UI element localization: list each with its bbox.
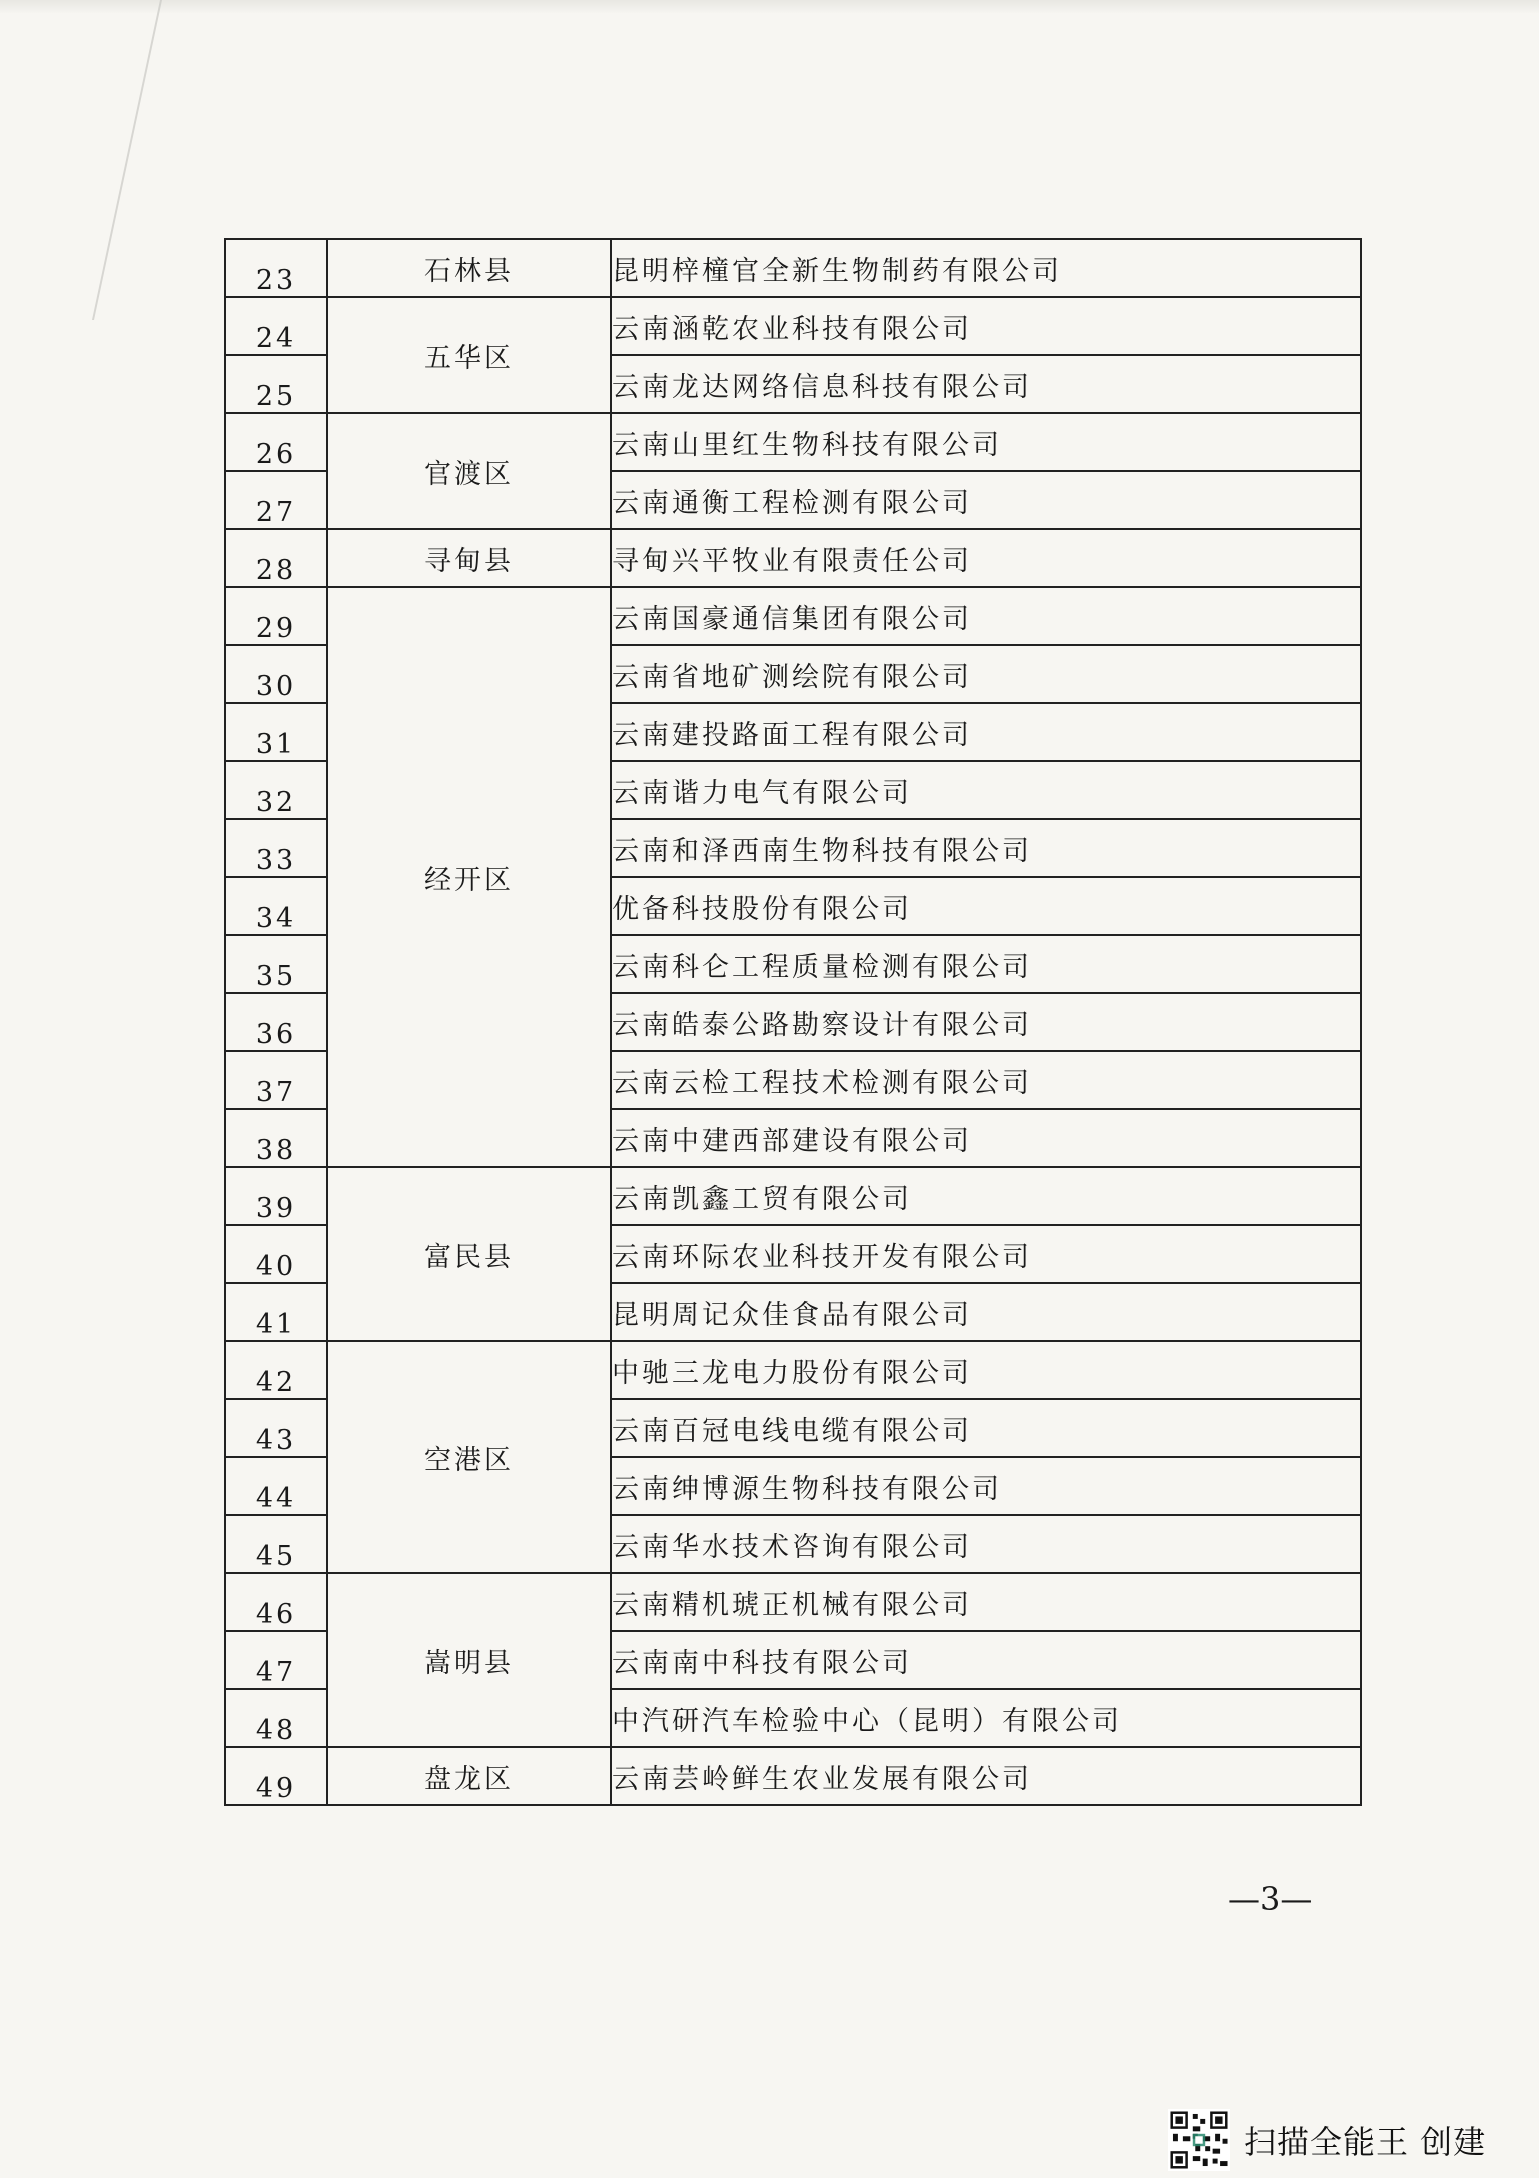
scan-page-edge bbox=[0, 0, 162, 320]
row-number: 24 bbox=[225, 297, 327, 355]
company-name: 云南通衡工程检测有限公司 bbox=[611, 471, 1361, 529]
row-number: 35 bbox=[225, 935, 327, 993]
company-roster-table bbox=[224, 238, 1362, 1806]
district-cell: 富民县 bbox=[327, 1167, 611, 1341]
table-row bbox=[225, 297, 1361, 355]
row-number: 40 bbox=[225, 1225, 327, 1283]
company-name: 云南芸岭鲜生农业发展有限公司 bbox=[611, 1747, 1361, 1805]
table-row bbox=[225, 1167, 1361, 1225]
row-number: 30 bbox=[225, 645, 327, 703]
district-cell: 空港区 bbox=[327, 1341, 611, 1573]
table-row bbox=[225, 413, 1361, 471]
company-name: 云南科仑工程质量检测有限公司 bbox=[611, 935, 1361, 993]
company-name: 云南凯鑫工贸有限公司 bbox=[611, 1167, 1361, 1225]
table-row bbox=[225, 1573, 1361, 1631]
row-number: 27 bbox=[225, 471, 327, 529]
row-number: 44 bbox=[225, 1457, 327, 1515]
row-number: 46 bbox=[225, 1573, 327, 1631]
company-name: 云南和泽西南生物科技有限公司 bbox=[611, 819, 1361, 877]
company-name: 中驰三龙电力股份有限公司 bbox=[611, 1341, 1361, 1399]
district-cell: 盘龙区 bbox=[327, 1747, 611, 1805]
company-name: 云南省地矿测绘院有限公司 bbox=[611, 645, 1361, 703]
company-name: 中汽研汽车检验中心（昆明）有限公司 bbox=[611, 1689, 1361, 1747]
company-name: 云南精机琥正机械有限公司 bbox=[611, 1573, 1361, 1631]
qr-code-icon bbox=[1168, 2109, 1230, 2171]
row-number: 39 bbox=[225, 1167, 327, 1225]
table-row bbox=[225, 1747, 1361, 1805]
roster-body bbox=[225, 239, 1361, 1805]
scanner-watermark bbox=[1168, 2108, 1486, 2172]
company-name: 优备科技股份有限公司 bbox=[611, 877, 1361, 935]
page-number: —3— bbox=[1228, 1880, 1313, 1918]
company-name: 寻甸兴平牧业有限责任公司 bbox=[611, 529, 1361, 587]
row-number: 29 bbox=[225, 587, 327, 645]
company-name: 云南谐力电气有限公司 bbox=[611, 761, 1361, 819]
row-number: 32 bbox=[225, 761, 327, 819]
row-number: 33 bbox=[225, 819, 327, 877]
table-row bbox=[225, 587, 1361, 645]
district-cell: 官渡区 bbox=[327, 413, 611, 529]
table-row bbox=[225, 529, 1361, 587]
company-name: 云南华水技术咨询有限公司 bbox=[611, 1515, 1361, 1573]
row-number: 28 bbox=[225, 529, 327, 587]
row-number: 49 bbox=[225, 1747, 327, 1805]
company-name: 云南国豪通信集团有限公司 bbox=[611, 587, 1361, 645]
row-number: 48 bbox=[225, 1689, 327, 1747]
district-cell: 五华区 bbox=[327, 297, 611, 413]
company-name: 昆明周记众佳食品有限公司 bbox=[611, 1283, 1361, 1341]
company-name: 云南涵乾农业科技有限公司 bbox=[611, 297, 1361, 355]
company-name: 云南中建西部建设有限公司 bbox=[611, 1109, 1361, 1167]
company-name: 云南南中科技有限公司 bbox=[611, 1631, 1361, 1689]
row-number: 26 bbox=[225, 413, 327, 471]
company-name: 云南建投路面工程有限公司 bbox=[611, 703, 1361, 761]
table-row bbox=[225, 239, 1361, 297]
row-number: 34 bbox=[225, 877, 327, 935]
company-name: 云南皓泰公路勘察设计有限公司 bbox=[611, 993, 1361, 1051]
company-name: 云南山里红生物科技有限公司 bbox=[611, 413, 1361, 471]
company-name: 云南绅博源生物科技有限公司 bbox=[611, 1457, 1361, 1515]
company-name: 云南龙达网络信息科技有限公司 bbox=[611, 355, 1361, 413]
company-name: 云南环际农业科技开发有限公司 bbox=[611, 1225, 1361, 1283]
table-row bbox=[225, 1341, 1361, 1399]
scan-top-shadow bbox=[0, 0, 1539, 14]
watermark-text: 扫描全能王 创建 bbox=[1244, 2123, 1487, 2161]
row-number: 45 bbox=[225, 1515, 327, 1573]
company-name: 云南百冠电线电缆有限公司 bbox=[611, 1399, 1361, 1457]
row-number: 47 bbox=[225, 1631, 327, 1689]
row-number: 36 bbox=[225, 993, 327, 1051]
district-cell: 嵩明县 bbox=[327, 1573, 611, 1747]
row-number: 43 bbox=[225, 1399, 327, 1457]
district-cell: 寻甸县 bbox=[327, 529, 611, 587]
company-name: 昆明梓橦官全新生物制药有限公司 bbox=[611, 239, 1361, 297]
row-number: 25 bbox=[225, 355, 327, 413]
district-cell: 经开区 bbox=[327, 587, 611, 1167]
row-number: 38 bbox=[225, 1109, 327, 1167]
row-number: 41 bbox=[225, 1283, 327, 1341]
district-cell: 石林县 bbox=[327, 239, 611, 297]
company-name: 云南云检工程技术检测有限公司 bbox=[611, 1051, 1361, 1109]
row-number: 42 bbox=[225, 1341, 327, 1399]
row-number: 23 bbox=[225, 239, 327, 297]
row-number: 31 bbox=[225, 703, 327, 761]
row-number: 37 bbox=[225, 1051, 327, 1109]
